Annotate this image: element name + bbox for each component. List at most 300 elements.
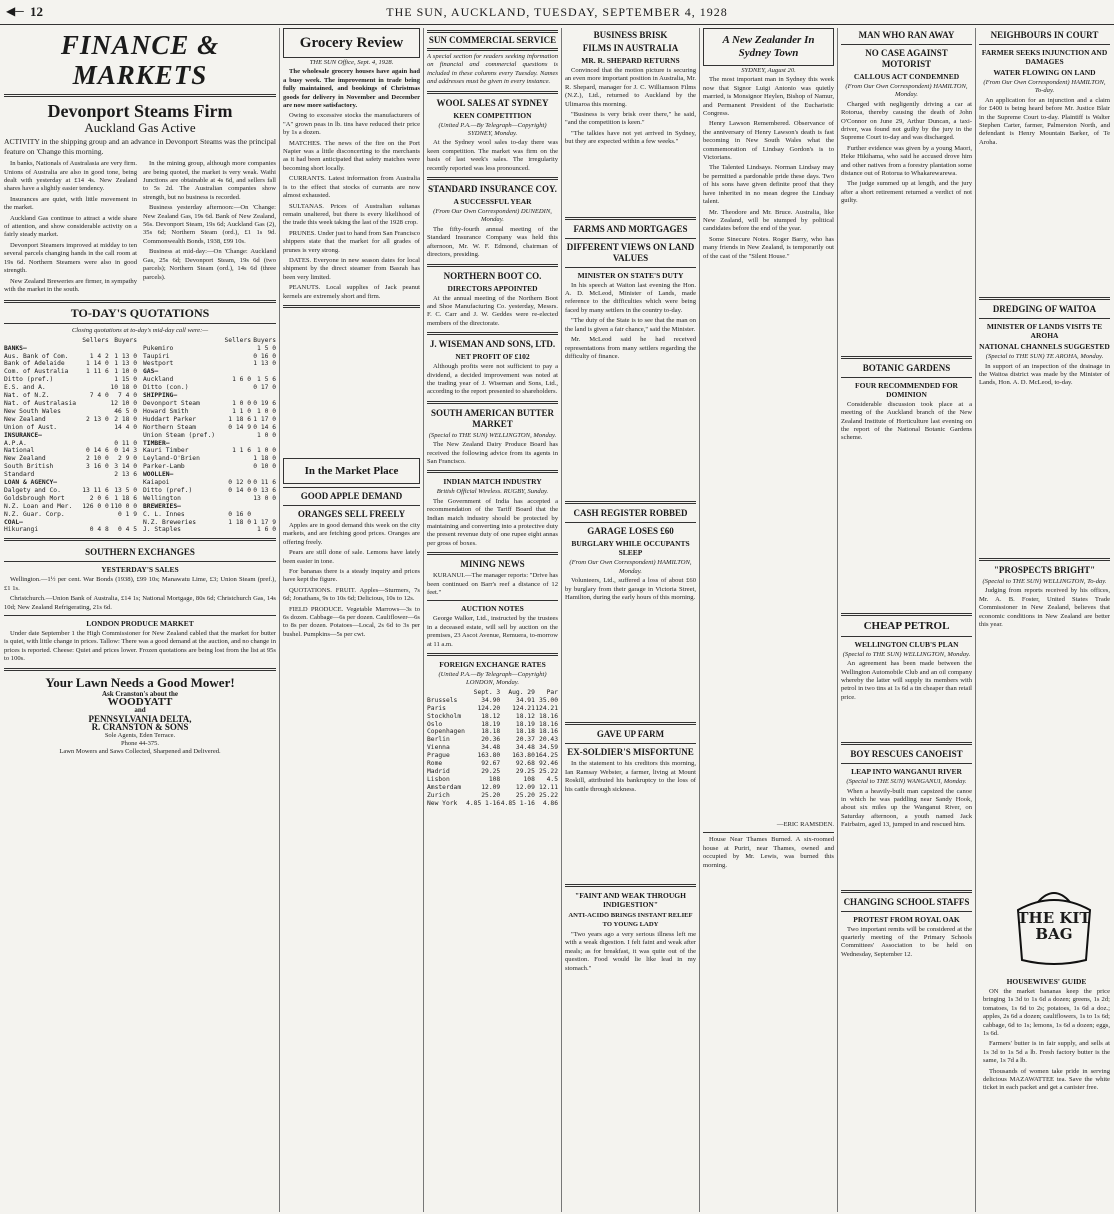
quote-buyers [109,345,137,353]
forex-city: Copenhagen [427,728,465,736]
forex-row [427,728,558,736]
forex-row [427,697,558,705]
forex-rate: 18.18 [515,728,535,736]
quote-buyers: 0 19 6 [253,399,276,407]
commercial-title: SUN COMMERCIAL SERVICE [427,30,558,51]
column-rule [837,28,838,1212]
forex-row [427,760,558,768]
forex-rate: 164.25 [535,752,558,760]
quote-sellers: 0 14 6 [86,447,109,455]
quote-name: New Zealand [4,415,46,423]
forex-rate: 4.85 1-16 [500,799,535,807]
forex-city: Rome [427,760,443,768]
quote-row [143,503,276,511]
quote-name: COAL— [4,518,23,526]
mining-title: MINING NEWS [460,559,525,570]
forex-city: Stockholm [427,712,462,720]
commercial-column [427,28,558,1212]
paragraph: Volunteers, Ltd., suffered a loss of about £60 by burglary from their garage in Victoria Street, Hamilton, during the early hours of this morning. [565,577,696,601]
paragraph: In his speech at Waiton last evening the Hon. A. D. McLeod, Minister of Lands, made reference to the difficulties which were being faced by many settlers in the country to-day. [565,281,696,314]
paragraph: Wellington.—1½ per cent. War Bonds (1938), £99 10s; Manawatu Lime, £3; Union Steam (pref.), £1 1s. [4,576,276,592]
col-header: Sellers [224,336,252,344]
forex-rate: 124.20 [477,704,501,712]
butter-byline: (Special to THE SUN) WELLINGTON, Monday. [428,431,557,439]
quote-buyers [251,471,276,479]
forex-city: Paris [427,704,446,712]
paragraph: For bananas there is a steady inquiry and prices have kept the figure. [283,568,420,584]
quotations-note: Closing quotations at to-day's mid-day call were:— [71,327,209,335]
quotations-table [4,337,137,535]
paragraph: "Business is very brisk over there," he said, "and the competition is keen." [565,111,696,127]
quote-row [4,447,137,455]
grocery-box [283,28,420,58]
paragraph: Convinced that the motion picture is securing an even more important position in Australia, Mr. R. Shepard, manager for J. C. Williamson Films (N.Z.), Ltd., returned to Auckland by the Ulimaroa this morning. [565,67,696,108]
paragraph: Considerable discussion took place at a meeting of the Auckland branch of the New Zealand Institute of Horticulture last evening on the report of the National Botanic Gardens scheme. [841,400,972,442]
neighbours-title: NEIGHBOURS IN COURT [990,30,1099,40]
indigestion-deck: ANTI-ACIDO BRINGS INSTANT RELIEF TO YOUNG LADY [568,911,693,928]
forex-title: FOREIGN EXCHANGE RATES [439,660,546,670]
ad-phone: Phone 44-375. [121,740,159,748]
quote-buyers: 0 13 6 [253,486,276,494]
quote-row [143,447,276,455]
quote-row [4,376,137,384]
farms-deck: MINISTER ON STATE'S DUTY [577,270,684,280]
quote-sellers [81,376,109,384]
finance-text-right [143,160,276,296]
market-place-title: In the Market Place [304,464,399,477]
forex-rate: 34.48 [481,744,501,752]
quote-name: Auckland [143,376,174,384]
quote-buyers: 1 6 0 [257,526,276,534]
quote-sellers [81,345,109,353]
paragraph: MATCHES. The news of the fire on the Port Napier was a little disconcerting to the merchants as it had been anticipated that safety matches were becoming short locally. [283,139,420,172]
quote-buyers [251,511,276,519]
quote-buyers: 1 10 0 [114,368,137,376]
quote-sellers [222,345,251,353]
quote-row [143,384,276,392]
lead-headline: Devonport Steams Firm [47,101,233,121]
quote-buyers: 10 18 0 [110,384,137,392]
quote-buyers [109,519,137,527]
paragraph: "The talkies have not yet arrived in Sydney, but they are expected within a few weeks." [565,129,696,146]
paragraph: SULTANAS. Prices of Australian sultanas remain unaltered, but there is every likelihood of the trade this week taking the last of the 1928 crop. [283,202,420,227]
paragraph: Some Sinecure Notes. Roger Barry, who has many friends in New Zealand, is temporarily out of the cast of the "Silent House." [703,235,834,260]
quote-buyers: 1 13 0 [253,360,276,368]
boot-title: NORTHERN BOOT CO. [443,270,542,281]
quote-row [143,424,276,432]
forex-row [427,768,558,776]
forex-rate: 35.00 [539,696,558,704]
col-header: Buyers [253,336,276,344]
quote-row [4,368,137,376]
exchanges-subtitle: YESTERDAY'S SALES [101,565,179,575]
quote-buyers: 0 11 0 [114,439,137,447]
exchanges-title: SOUTHERN EXCHANGES [85,547,195,558]
quote-row [4,353,137,361]
quote-row [143,368,276,376]
neighbours-deck: WATER FLOWING ON LAND [993,68,1096,77]
runaway-deck: CALLOUS ACT CONDEMNED [853,72,960,81]
quote-buyers: 7 4 0 [118,392,137,400]
forex-rate: 20.43 [539,736,558,744]
quote-name: J. Staples [143,526,181,534]
forex-col-header: Aug. 29 [508,688,535,696]
paragraph: Devonport Steamers improved at midday to ten several parcels changing hands in the call room at 19s 6d. Northern Steamers were also in good strength. [4,241,137,275]
boot-subtitle: DIRECTORS APPOINTED [447,283,538,293]
quote-sellers [81,400,109,408]
paragraph: The fifty-fourth annual meeting of the Standard Insurance Company was held this afternoon, Mr. W. F. Edmond, chairman of directors, presiding. [427,225,558,259]
forex-row [427,776,558,784]
forex-row [427,784,558,792]
quote-name: N.Z. Breweries [143,518,197,526]
forex-city: Lisbon [427,775,450,783]
farm-title: GAVE UP FARM [596,729,665,740]
paragraph: In the statement to his creditors this morning, Ian Ramsay Webster, a farmer, living at Mount Roskill, attributed his bankruptcy to the loss of his cattle through sickness. [565,760,696,793]
forex-rate: 108 [523,775,535,783]
paragraph: At the annual meeting of the Northern Boot and Shoe Manufacturing Co. yesterday, Messrs. F. C. Carr and J. W. Geddes were re-elected members of the directorate. [427,294,558,327]
forex-row [427,752,558,760]
quote-buyers: 1 15 0 [114,376,137,384]
ad-line: Lawn Mowers and Saws Collected, Sharpened and Delivered. [59,748,221,756]
paragraph: George Walker, Ltd., instructed by the trustees in a deceased estate, will sell by auction on the premises, 23 Ascot Avenue, Remuera, to-morrow at 11 a.m. [427,615,558,648]
forex-city: Oslo [427,720,443,728]
forex-city: Prague [427,752,450,760]
waitoa-byline: (Special to THE SUN) TE AROHA, Monday. [985,353,1104,361]
quote-sellers: 0 12 0 [228,479,252,487]
cash-byline: (From Our Own Correspondent) HAMILTON, Monday. [569,559,692,575]
quote-buyers: 13 0 0 [253,494,276,502]
paragraph: "The duty of the State is to see that the man on the land is given a fair chance," said the Minister. [565,317,696,333]
column-rule [423,28,424,1212]
waitoa-deck: NATIONAL CHANNELS SUGGESTED [979,342,1110,352]
petrol-subtitle: WELLINGTON CLUB'S PLAN [854,639,959,649]
cash-deck: BURGLARY WHILE OCCUPANTS SLEEP [571,539,690,558]
canoe-title: BOY RESCUES CANOEIST [850,749,963,760]
quote-row [143,345,276,353]
auction-title: AUCTION NOTES [461,604,524,614]
runaway-subtitle: NO CASE AGAINST MOTORIST [865,48,948,69]
paragraph: FIELD PRODUCE. Vegetable Marrows—3s to 6s dozen. Cabbage—6s per dozen. Cauliflower—6s to 8s per dozen. Potatoes—Local, 2s 6d to 3s per bushel. Pumpkins—5s per cwt. [283,605,420,638]
standard-byline: (From Our Own Correspondent) DUNEDIN, Monday. [433,208,552,224]
news-column [841,28,972,1212]
quote-name: E.S. and A. [4,384,46,392]
forex-rate: 34.59 [539,744,558,752]
column-rule [699,28,700,1212]
forex-rate: 18.19 [515,720,535,728]
forex-rate: 34.90 [481,696,501,704]
quote-row [4,487,137,495]
quote-name: Leyland-O'Brien [143,455,200,463]
quote-sellers [222,384,251,392]
quote-name: Hikurangi [4,526,39,534]
quote-buyers: 1 17 9 [253,518,276,526]
quote-buyers: 1 0 0 [257,407,276,415]
paragraph: The most important man in Sydney this week now that Signor Luigi Antonio was quietly married, is Monsignor Heylen, Bishop of Namur, and Permanent President of the Eucharistic Congress. [703,76,834,118]
quote-name: N.Z. Guar. Corp. [4,510,65,518]
page-pointer-icon: ◀─ [6,4,24,18]
paragraph: Mr. McLeod said he had received representations from many settlers regarding the difficulty of finance. [565,336,696,360]
neighbours-subtitle: FARMER SEEKS INJUNCTION AND DAMAGES [981,48,1108,66]
quote-name: TIMBER— [143,439,170,447]
quote-sellers: 1 18 0 [228,518,252,526]
business-subtitle: FILMS IN AUSTRALIA [582,43,679,53]
quote-buyers: 0 4 5 [118,526,137,534]
quote-sellers: 1 11 6 [86,368,109,376]
petrol-byline: (Special to THE SUN) WELLINGTON, Monday. [842,650,971,658]
quote-name: New South Wales [4,407,61,415]
quote-row [4,455,137,463]
paragraph: Christchurch.—Union Bank of Australia, £14 1s; National Mortgage, 80s 6d; Christchurch Gas, 14s 10d; New Zealand Refrigerating, 21s 6d. [4,595,276,611]
petrol-title: CHEAP PETROL [863,619,950,632]
paragraph: Thousands of women take pride in serving delicious MAZAWATTEE tea. Save the white ticket in each packet and get a canister free. [983,1067,1110,1092]
forex-table [427,689,558,808]
forex-row [427,736,558,744]
forex-rate: 29.25 [481,767,501,775]
sydney-column [703,28,834,1212]
quote-row [143,440,276,448]
quote-row [4,526,137,534]
schools-subtitle: PROTEST FROM ROYAL OAK [853,914,960,924]
newspaper-dateline: THE SUN, AUCKLAND, TUESDAY, SEPTEMBER 4, 1928 [386,5,728,19]
quote-sellers: 2 13 0 [86,415,109,423]
forex-rate: 12.09 [481,783,501,791]
forex-row [427,792,558,800]
quote-row [143,479,276,487]
kit-bag-logo [1008,880,1100,968]
standard-subtitle: A SUCCESSFUL YEAR [453,197,532,207]
quote-name: Northern Steam [143,423,197,431]
quote-name: Aus. Bank of Com. [4,352,69,360]
quote-row [143,400,276,408]
quote-sellers [222,368,251,376]
forex-rate: 108 [488,775,501,783]
quote-name: Ditto (pref.) [143,486,193,494]
forex-rate: 4.86 [542,799,558,807]
forex-rate: 92.46 [539,760,558,768]
quote-buyers: 1 18 6 [114,494,137,502]
quote-buyers: 1 13 0 [114,360,137,368]
quote-buyers: 0 14 6 [253,423,276,431]
quote-name: Bank of Adelaide [4,360,65,368]
quote-row [4,463,137,471]
quote-sellers [81,519,109,527]
quote-sellers [81,471,109,479]
quote-sellers [81,511,109,519]
forex-col-header: Par [546,688,558,696]
quote-row [143,392,276,400]
finance-text-left [4,160,137,296]
forex-row [427,721,558,729]
paragraph: Mr. Theodore and Mr. Bruce. Australia, like New Zealand, will be stumped by political candidates before the end of the year. [703,208,834,233]
paragraph: Business at mid-day:—On 'Change: Auckland Gas, 25s 6d; Devonport Steam, 19s 6d (two parcels); Northern Steam (ord.), 14s 6d (three parcels). [143,248,276,281]
quote-sellers [81,479,109,487]
quote-sellers [81,408,109,416]
quote-buyers: 46 5 0 [114,407,137,415]
kit-bag-brand: THE KIT BAG [1017,909,1091,943]
quote-row [143,455,276,463]
forex-rate: 124.21 [512,704,535,712]
forex-rate: 25.22 [539,791,558,799]
quote-buyers: 3 14 0 [114,463,137,471]
forex-rate: 29.25 [515,767,535,775]
forex-rate: 12.09 [515,783,535,791]
lead-intro: ACTIVITY in the shipping group and an advance in Devonport Steams was the principal feature on 'Change this morning. [4,137,276,156]
masthead [0,0,1114,25]
forex-rate: 20.37 [515,736,535,744]
paragraph: The judge summed up at length, and the jury after a short retirement returned a verdict of not guilty. [841,180,972,205]
quote-sellers [81,384,109,392]
housewives-guide [983,975,1110,1095]
quote-sellers: 126 0 0 [82,502,109,510]
quote-name: Wellington [143,494,181,502]
quote-sellers [222,353,251,361]
paragraph: The Talented Lindsays. Norman Lindsay may be permitted a pardonable pride these days. Two of his sons have given definite proof that they have inherited in no mean degree the Lindsay talent. [703,164,834,206]
ad-headline: Your Lawn Needs a Good Mower! [45,674,235,690]
paragraph: Insurances are quiet, with little movement in the market. [4,195,137,212]
forex-rate: 18.12 [481,712,501,720]
paragraph: Owing to excessive stocks the manufacturers of "A" grown peas in lb. tins have reduced their price by 1s a dozen. [283,112,420,137]
quote-row [143,360,276,368]
market-place-box [283,458,420,484]
wool-title: WOOL SALES AT SYDNEY [436,97,549,108]
quote-sellers: 13 11 6 [82,486,109,494]
quote-row [143,511,276,519]
runaway-byline: (From Our Own Correspondent) HAMILTON, Monday. [845,83,968,99]
forex-city: Berlin [427,736,450,744]
forex-rate: 25.20 [515,791,535,799]
quote-name: Nat. of Australasia [4,399,77,407]
quote-sellers: 0 4 8 [89,526,109,534]
botanic-title: BOTANIC GARDENS [862,362,951,373]
quote-sellers [222,526,251,534]
grocery-byline: THE SUN Office, Sept. 4, 1928. [309,59,394,66]
cash-subtitle: GARAGE LOSES £60 [587,526,674,537]
quote-buyers [109,432,137,440]
forex-col-header [427,689,466,697]
paragraph: House Near Thames Burned. A six-roomed house at Puriri, near Thames, owned and occupied by Mr. Lewis, was burned this morning. [703,836,834,869]
quote-name: Devonport Steam [143,399,200,407]
farm-subtitle: EX-SOLDIER'S MISFORTUNE [567,747,694,758]
quote-sellers [222,495,251,503]
quote-row [4,384,137,392]
paragraph: Auckland Gas continue to attract a wide share of attention, and show considerable activity on a fairly steady market. [4,214,137,239]
paragraph: KURANUI.—The manager reports: "Drive has been continued on Barr's reef a distance of 12 feet." [427,572,558,597]
paragraph: DATES. Everyone in new season dates for local shipment by the direct steamer from Basrah has been very limited. [283,256,420,281]
quote-sellers [81,440,109,448]
quote-sellers [222,463,251,471]
forex-rate: 18.16 [539,728,558,736]
paragraph: When a heavily-built man capsized the canoe in which he was paddling near Sandy Hook, about six miles up the Wanganui River, on Saturday afternoon, a youth named Jack Fairbairn, aged 13, jumped in and rescued him. [841,787,972,829]
paragraph: An agreement has been made between the Wellington Automobile Club and an oil company whereby the latter will supply its members with petrol in two tins at 1s 6d a tin cheaper than retail price. [841,660,972,701]
paragraph: Business yesterday afternoon:—On 'Change: New Zealand Gas, 19s 6d. Bank of New Zealand, 56s. Devonport Steam, 19s 6d; Auckland Gas (2), 35s 6d; Northern Steam (ord.), £1 1s 9d. Commonwealth Bonds, 1938, £99 10s. [143,204,276,245]
forex-rate: 163.80 [512,752,535,760]
quote-row [143,376,276,384]
quote-buyers: 2 9 0 [118,455,137,463]
quote-name: Com. of Australia [4,368,69,376]
forex-rate: 34.48 [515,744,535,752]
exchanges-block [4,545,276,757]
quote-name: South British [4,463,54,471]
quote-row [4,519,137,527]
butter-title: SOUTH AMERICAN BUTTER MARKET [430,407,555,429]
forex-rate: 12.11 [539,783,558,791]
quote-sellers: 1 6 0 [232,376,252,384]
paragraph: QUOTATIONS. FRUIT. Apples—Sturmers, 7s 6d; Jonathans, 9s to 10s 6d; Delicious, 10s to 12s. [283,586,420,603]
wiseman-subtitle: NET PROFIT OF £102 [455,352,530,362]
quote-row [143,471,276,479]
quote-buyers: 13 5 0 [114,486,137,494]
quote-buyers: 0 10 0 [253,463,276,471]
column-rule [561,28,562,1212]
quote-buyers [251,440,276,448]
farms-subtitle: DIFFERENT VIEWS ON LAND VALUES [566,241,695,263]
forex-col-header: Sept. 3 [473,688,501,696]
paragraph: The Government of India has accepted a recommendation of the Tariff Board that the Indian match industry should be protected by maintaining and converting into a protective duty the present revenue duty of one rupee eight annas per gross of boxes. [427,497,558,547]
quote-row [143,408,276,416]
forex-rate: 92.68 [515,760,535,768]
prospects-title: "PROSPECTS BRIGHT" [993,564,1096,575]
column-rule [279,28,280,1212]
forex-rate: 4.5 [546,775,558,783]
lawn-mower-ad [4,675,276,757]
wool-byline: (United P.A.—By Telegraph—Copyright) SYDNEY, Monday. [438,121,547,138]
quote-buyers: 1 5 0 [257,344,276,352]
quote-sellers [222,440,251,448]
forex-city: Vienna [427,744,450,752]
paragraph: PEANUTS. Local supplies of Jack peanut kernels are extremely short and firm. [283,284,420,300]
schools-title: CHANGING SCHOOL STAFFS [843,896,970,907]
quote-name: New Zealand [4,455,46,463]
quote-name: INSURANCE— [4,431,42,439]
indigestion-title: "FAINT AND WEAK THROUGH INDIGESTION" [575,890,686,909]
quote-buyers: 1 0 0 [257,447,276,455]
finance-column [4,28,276,1212]
quote-row [4,495,137,503]
canoe-subtitle: LEAP INTO WANGANUI RIVER [851,767,962,777]
quote-buyers: 1 17 0 [253,415,276,423]
quote-row [143,526,276,534]
sydney-title: A New Zealander In Sydney Town [722,34,815,59]
quote-row [4,416,137,424]
quote-sellers: 3 16 0 [86,463,109,471]
paragraph: In the mining group, although more companies are being quoted, the market is very weak. Waihi Junctions are obtainable at 4s 6d, and sellers fall to 5s 2d. The Australian companies show strength, but no business is recorded. [143,160,276,201]
quote-sellers: 1 1 0 [232,407,252,415]
forex-header-row [427,689,558,697]
forex-rate: 163.80 [477,752,501,760]
quote-buyers: 0 14 3 [114,447,137,455]
forex-rate: 18.16 [539,720,558,728]
quote-name: Kauri Timber [143,447,189,455]
quote-buyers: 2 13 6 [114,471,137,479]
quote-name: Taupiri [143,352,170,360]
quote-name: Kaiapoi [143,479,170,487]
quote-row [143,432,276,440]
page-number: 12 [30,4,43,19]
business-deck: MR. R. SHEPARD RETURNS [581,56,680,65]
quote-buyers [251,503,276,511]
quote-name: C. L. Innes [143,510,185,518]
quote-row [4,392,137,400]
forex-rate: 18.16 [539,712,558,720]
quote-row [4,360,137,368]
col-header: Buyers [114,336,137,344]
paragraph: Under date September 1 the High Commissioner for New Zealand cabled that the market for butter is quiet, with little change in prices. Tallow: There was a good demand at the auction, and no change in prices is reported. Cheese: Quiet and prices lower. Frozen quotations are being lost from the list at 95s to 100s. [4,630,276,663]
forex-row [427,800,558,808]
forex-rate: 4.85 1-16 [466,799,501,807]
prospects-byline: (Special to THE SUN) WELLINGTON, To-day. [982,577,1107,585]
quote-name: BREWERIES— [143,502,181,510]
forex-rate: 25.22 [539,767,558,775]
